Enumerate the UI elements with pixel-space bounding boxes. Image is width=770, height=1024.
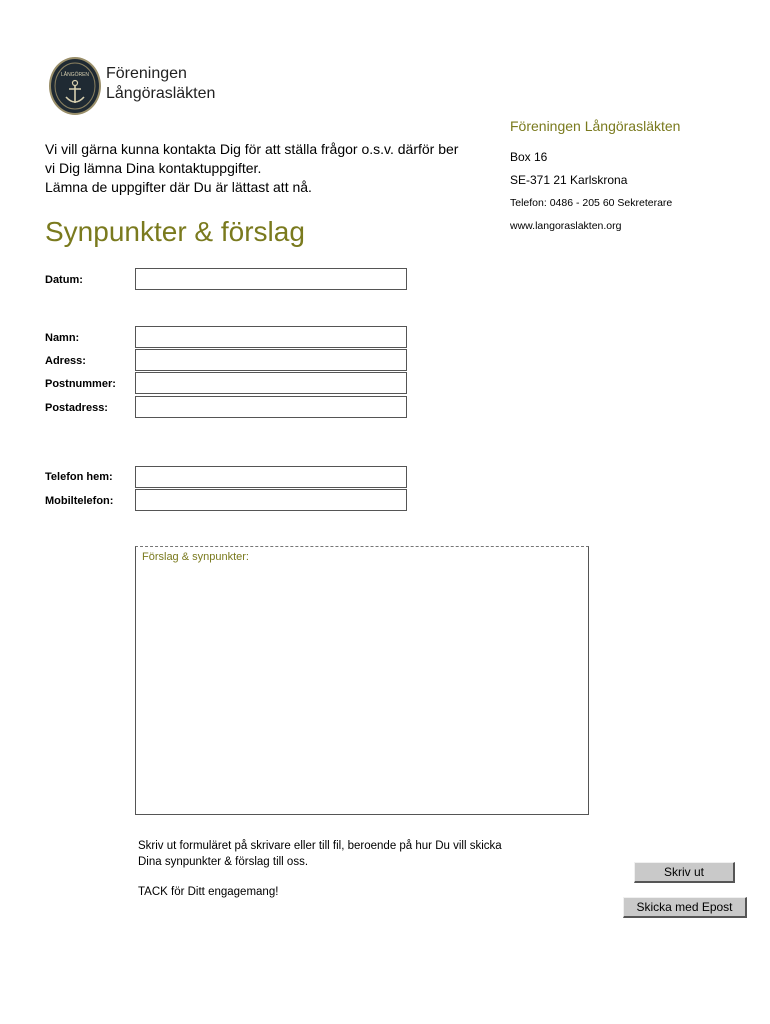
intro-line-2: vi Dig lämna Dina kontaktuppgifter.: [45, 160, 262, 176]
org-website: www.langoraslakten.org: [510, 220, 622, 232]
telefon-hem-label: Telefon hem:: [45, 471, 113, 483]
intro-text: [45, 140, 485, 197]
footer-instructions-line1: Skriv ut formuläret på skrivare eller till fil, beroende på hur Du vill skicka: [138, 840, 502, 852]
intro-line-1: Vi vill gärna kunna kontakta Dig för att ställa frågor o.s.v. därför ber: [45, 141, 459, 157]
print-button[interactable]: Skriv ut: [634, 862, 735, 883]
org-name: Föreningen Långörasläkten: [510, 118, 681, 134]
postnummer-field[interactable]: [135, 372, 407, 394]
comments-label: Förslag & synpunkter:: [142, 551, 249, 563]
comments-textarea[interactable]: [135, 546, 589, 815]
intro-line-3: Lämna de uppgifter där Du är lättast att nå.: [45, 179, 312, 195]
mobiltelefon-field[interactable]: [135, 489, 407, 511]
telefon-hem-field[interactable]: [135, 466, 407, 488]
datum-field[interactable]: [135, 268, 407, 290]
page-title: Synpunkter & förslag: [45, 216, 305, 247]
namn-field[interactable]: [135, 326, 407, 348]
adress-label: Adress:: [45, 355, 86, 367]
postadress-field[interactable]: [135, 396, 407, 418]
seal-text: LÅNGÖREN: [60, 72, 90, 78]
namn-label: Namn:: [45, 332, 80, 344]
org-phone: Telefon: 0486 - 205 60 Sekreterare: [510, 197, 673, 209]
footer-thanks: TACK för Ditt engagemang!: [138, 886, 279, 898]
postadress-label: Postadress:: [45, 402, 108, 414]
adress-field[interactable]: [135, 349, 407, 371]
org-address-line2: SE-371 21 Karlskrona: [510, 173, 628, 187]
org-address-line1: Box 16: [510, 150, 548, 164]
logo-name-line1: Föreningen: [106, 65, 187, 82]
email-button[interactable]: Skicka med Epost: [623, 897, 747, 918]
postnummer-label: Postnummer:: [45, 378, 116, 390]
datum-label: Datum:: [45, 274, 83, 286]
logo-name: [106, 64, 215, 104]
footer-instructions-line2: Dina synpunkter & förslag till oss.: [138, 856, 309, 868]
logo-name-line2: Långörasläkten: [106, 85, 216, 102]
logo-seal: [49, 57, 101, 115]
mobiltelefon-label: Mobiltelefon:: [45, 495, 114, 507]
anchor-icon: [51, 59, 99, 113]
